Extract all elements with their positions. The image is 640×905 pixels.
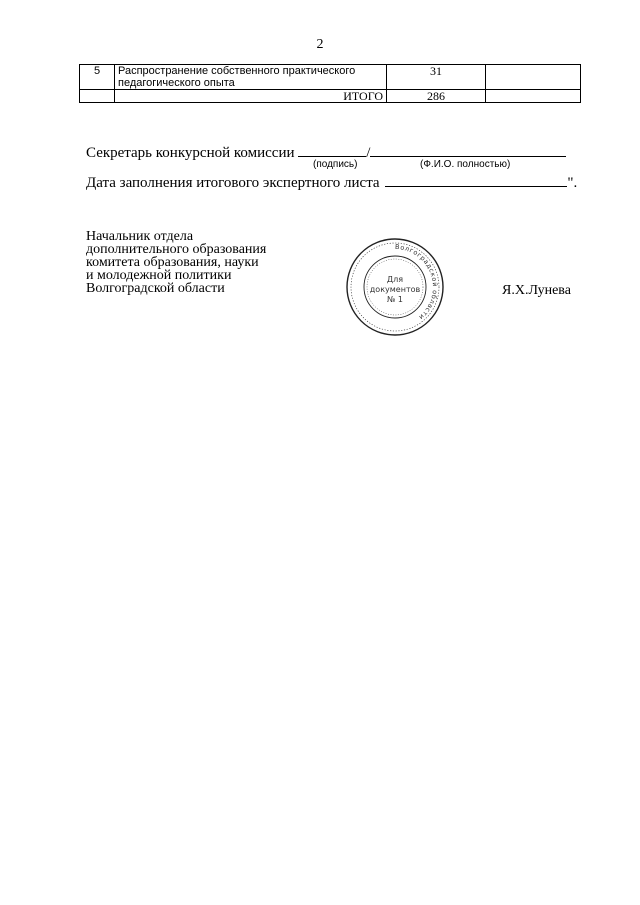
total-row: [80, 90, 581, 103]
date-line: [86, 172, 577, 192]
stamp-center-text: Для: [386, 275, 404, 284]
head-line: дополнительного образования: [86, 242, 267, 257]
secretary-label: Секретарь конкурсной комиссии: [86, 145, 295, 161]
signature-blank: [298, 142, 366, 157]
page-number: 2: [316, 37, 324, 52]
score-cell: 31: [387, 65, 486, 90]
head-line: Начальник отдела: [86, 229, 194, 244]
signature-caption: (подпись): [313, 159, 358, 170]
head-line: и молодежной политики: [86, 268, 232, 283]
stamp-ring-text: Волгоградской области: [394, 242, 440, 322]
empty-cell: [486, 90, 581, 103]
note-cell: [486, 65, 581, 90]
table-row: [80, 65, 581, 90]
criterion-line: педагогического опыта: [118, 77, 235, 89]
criterion-line: Распространение собственного практического: [118, 65, 356, 77]
head-line: комитета образования, науки: [86, 255, 259, 270]
separator: /: [366, 145, 371, 161]
head-line: Волгоградской области: [86, 281, 225, 296]
date-blank: [385, 172, 567, 187]
head-position: [86, 230, 266, 295]
empty-cell: [80, 90, 115, 103]
stamp-center-text: документов: [369, 285, 421, 294]
criterion-cell: [115, 65, 387, 90]
date-suffix: ".: [567, 175, 578, 191]
signer-name: Я.Х.Лунева: [502, 283, 571, 298]
total-label: ИТОГО: [115, 90, 387, 103]
stamp-center-text: № 1: [387, 295, 403, 304]
total-score: 286: [387, 90, 486, 103]
row-number: 5: [80, 65, 115, 90]
name-blank: [370, 142, 566, 157]
name-caption: (Ф.И.О. полностью): [420, 159, 511, 170]
score-table: [79, 64, 581, 103]
date-label: Дата заполнения итогового экспертного листа: [86, 175, 380, 191]
official-stamp: [345, 237, 445, 337]
